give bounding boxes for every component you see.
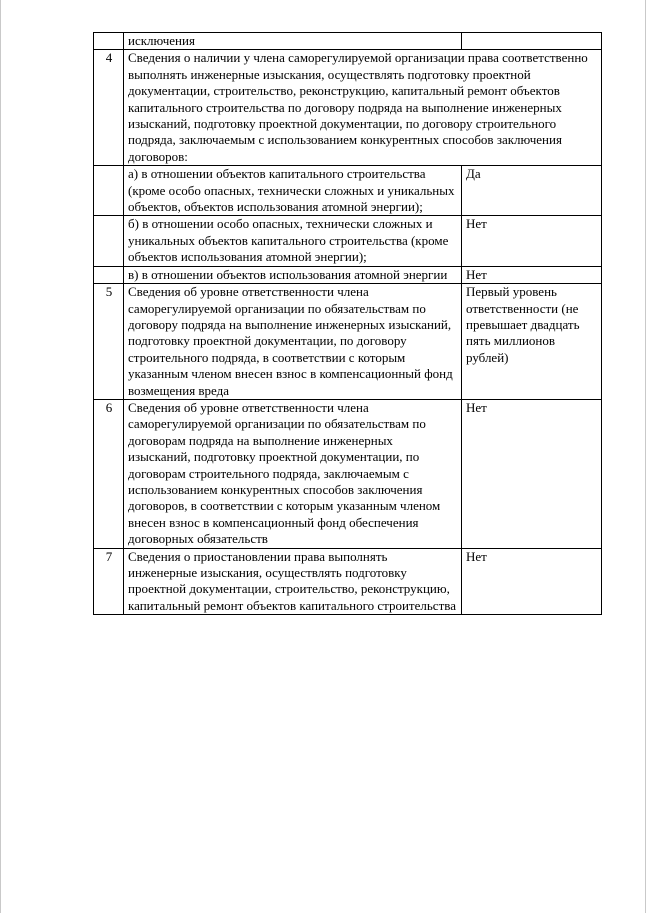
table-row — [94, 216, 602, 266]
table-row — [94, 166, 602, 216]
row-value: Первый уровень ответственности (не превышает двадцать пять миллионов рублей) — [462, 284, 602, 400]
row-number: 4 — [94, 50, 124, 166]
row-number — [94, 166, 124, 216]
row-value — [462, 33, 602, 50]
row-description: исключения — [124, 33, 462, 50]
row-description: а) в отношении объектов капитального строительства (кроме особо опасных, технически сложных и уникальных объектов, объектов использования атомной энергии); — [124, 166, 462, 216]
row-number: 5 — [94, 284, 124, 400]
table-row — [94, 399, 602, 548]
row-description: Сведения об уровне ответственности члена саморегулируемой организации по обязательствам по договору подряда на выполнение инженерных изысканий, подготовку проектной документации, по договору строительного подряда, в соответствии с которым указанным членом внесен взнос в компенсационный фонд возмещения вреда — [124, 284, 462, 400]
info-table — [93, 32, 602, 615]
row-number: 7 — [94, 548, 124, 615]
row-value: Нет — [462, 548, 602, 615]
table-row — [94, 33, 602, 50]
row-number — [94, 216, 124, 266]
row-number — [94, 33, 124, 50]
table-row — [94, 50, 602, 166]
row-number — [94, 266, 124, 283]
row-description: Сведения о наличии у члена саморегулируемой организации права соответственно выполнять инженерные изыскания, осуществлять подготовку проектной документации, строительство, реконструкцию, капитальный ремонт объектов капитального строительства по договору подряда на выполнение инженерных изысканий, подготовку проектной документации, по договору строительного подряда, заключаемым с использованием конкурентных способов заключения договоров: — [124, 50, 602, 166]
row-description: б) в отношении особо опасных, технически сложных и уникальных объектов капитального строительства (кроме объектов использования атомной энергии); — [124, 216, 462, 266]
row-number: 6 — [94, 399, 124, 548]
row-value: Нет — [462, 216, 602, 266]
table-row — [94, 548, 602, 615]
row-description: Сведения о приостановлении права выполнять инженерные изыскания, осуществлять подготовку проектной документации, строительство, реконструкцию, капитальный ремонт объектов капитального строительства — [124, 548, 462, 615]
row-value: Да — [462, 166, 602, 216]
row-value: Нет — [462, 399, 602, 548]
table-row — [94, 266, 602, 283]
row-value: Нет — [462, 266, 602, 283]
row-description: в) в отношении объектов использования атомной энергии — [124, 266, 462, 283]
table-row — [94, 284, 602, 400]
row-description: Сведения об уровне ответственности члена саморегулируемой организации по обязательствам по договорам подряда на выполнение инженерных изысканий, подготовку проектной документации, по договорам строительного подряда, заключаемым с использованием конкурентных способов заключения договоров, в соответствии с которым указанным членом внесен взнос в компенсационный фонд обеспечения договорных обязательств — [124, 399, 462, 548]
